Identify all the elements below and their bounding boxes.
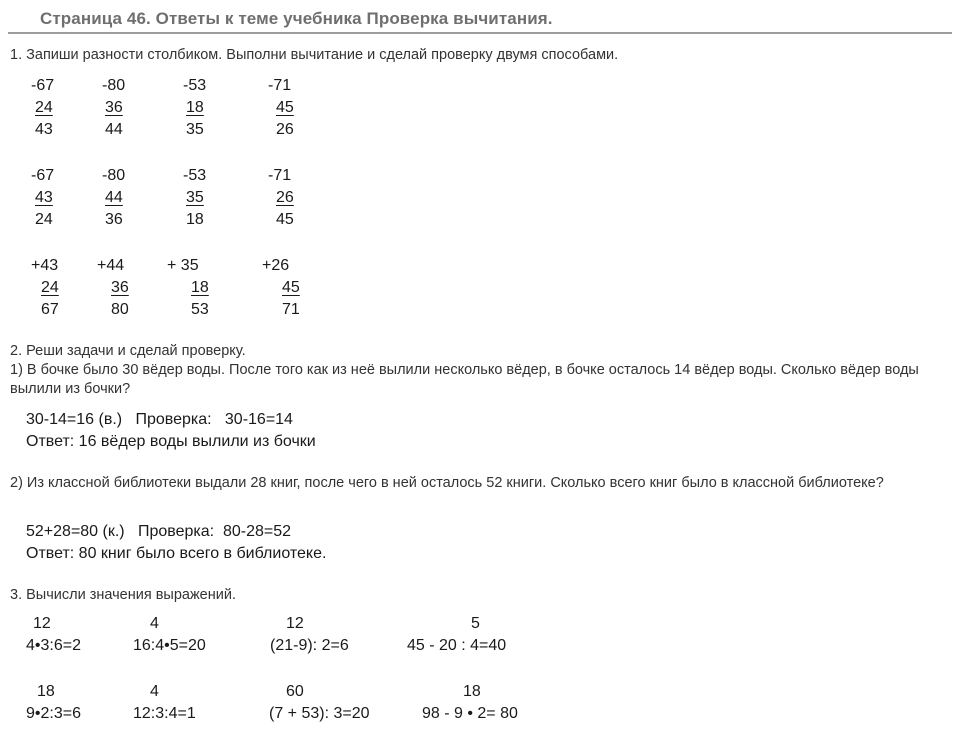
addend: 18 bbox=[191, 279, 209, 296]
operand: -67 bbox=[31, 167, 55, 184]
subtrahend: 44 bbox=[105, 189, 123, 206]
result: 24 bbox=[35, 211, 53, 228]
result: 45 bbox=[276, 211, 294, 228]
result: 53 bbox=[191, 301, 209, 318]
title-divider bbox=[8, 32, 952, 34]
intermediate-value: 5 bbox=[471, 615, 480, 632]
task2-solution1: 30-14=16 (в.) Проверка: 30-16=14 bbox=[26, 411, 293, 428]
subtrahend: 43 bbox=[35, 189, 53, 206]
operand: -71 bbox=[268, 77, 292, 94]
task3-text: 3. Вычисли значения выражений. bbox=[10, 587, 236, 603]
subtrahend: 36 bbox=[105, 99, 123, 116]
subtrahend: 35 bbox=[186, 189, 204, 206]
addend: 45 bbox=[282, 279, 300, 296]
task2-problem2: 2) Из классной библиотеки выдали 28 книг, после чего в ней осталось 52 книги. Сколько всего книг было в классной библиотеке? bbox=[10, 475, 884, 491]
operand: +44 bbox=[97, 257, 125, 274]
operand: -53 bbox=[183, 167, 207, 184]
expression: 4•3:6=2 bbox=[26, 637, 81, 654]
result: 18 bbox=[186, 211, 204, 228]
operand: +43 bbox=[31, 257, 59, 274]
expression: 16:4•5=20 bbox=[133, 637, 206, 654]
task2-text: 2. Реши задачи и сделай проверку. bbox=[10, 343, 246, 359]
operand: -53 bbox=[183, 77, 207, 94]
operand: -71 bbox=[268, 167, 292, 184]
operand: -67 bbox=[31, 77, 55, 94]
operand: + 35 bbox=[167, 257, 199, 274]
intermediate-value: 12 bbox=[33, 615, 51, 632]
expression: 98 - 9 • 2= 80 bbox=[422, 705, 518, 722]
result: 26 bbox=[276, 121, 294, 138]
intermediate-value: 4 bbox=[150, 615, 159, 632]
operand: +26 bbox=[262, 257, 290, 274]
result: 43 bbox=[35, 121, 53, 138]
subtrahend: 18 bbox=[186, 99, 204, 116]
intermediate-value: 60 bbox=[286, 683, 304, 700]
intermediate-value: 4 bbox=[150, 683, 159, 700]
subtrahend: 26 bbox=[276, 189, 294, 206]
operand: -80 bbox=[102, 167, 126, 184]
task2-problem1: 1) В бочке было 30 вёдер воды. После того как из неё вылили несколько вёдер, в бочке осталось 14 вёдер воды. Сколько вёдер воды вылили из бочки? bbox=[10, 362, 919, 397]
subtrahend: 45 bbox=[276, 99, 294, 116]
result: 71 bbox=[282, 301, 300, 318]
expression: 45 - 20 : 4=40 bbox=[407, 637, 507, 654]
expression: (7 + 53): 3=20 bbox=[269, 705, 370, 722]
result: 35 bbox=[186, 121, 204, 138]
expression: 12:3:4=1 bbox=[133, 705, 196, 722]
expression: (21-9): 2=6 bbox=[270, 637, 349, 654]
page-title: Страница 46. Ответы к теме учебника Проверка вычитания. bbox=[40, 9, 553, 28]
intermediate-value: 12 bbox=[286, 615, 304, 632]
task2-solution2: 52+28=80 (к.) Проверка: 80-28=52 bbox=[26, 523, 292, 540]
result: 44 bbox=[105, 121, 123, 138]
operand: -80 bbox=[102, 77, 126, 94]
intermediate-value: 18 bbox=[463, 683, 481, 700]
result: 36 bbox=[105, 211, 123, 228]
addend: 36 bbox=[111, 279, 129, 296]
task1-text: 1. Запиши разности столбиком. Выполни вычитание и сделай проверку двумя способами. bbox=[10, 47, 619, 63]
subtrahend: 24 bbox=[35, 99, 53, 116]
expression: 9•2:3=6 bbox=[26, 705, 81, 722]
result: 67 bbox=[41, 301, 59, 318]
task2-answer1: Ответ: 16 вёдер воды вылили из бочки bbox=[26, 433, 316, 450]
result: 80 bbox=[111, 301, 129, 318]
addend: 24 bbox=[41, 279, 59, 296]
task2-answer2: Ответ: 80 книг было всего в библиотеке. bbox=[26, 545, 327, 562]
intermediate-value: 18 bbox=[37, 683, 55, 700]
